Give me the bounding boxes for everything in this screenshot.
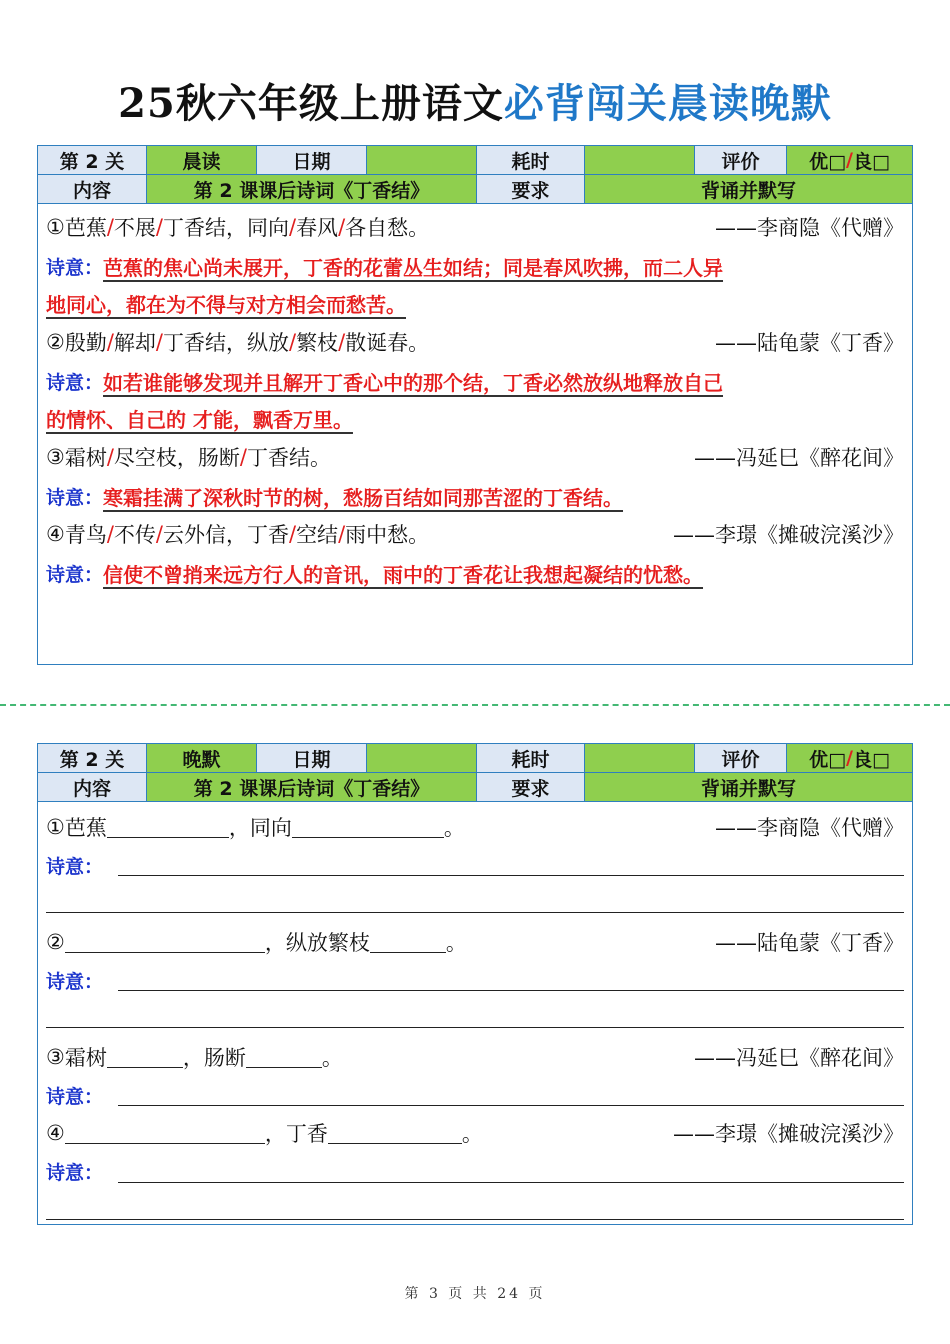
- page-title: [0, 72, 950, 129]
- content-value: 第 2 课课后诗词《丁香结》: [146, 174, 477, 204]
- meaning-text: 信使不曾捎来远方行人的音讯，雨中的丁香花让我想起凝结的忧愁。: [103, 562, 704, 587]
- meaning-line-1b: [46, 286, 904, 320]
- time-label: 耗时: [476, 145, 585, 175]
- slash: /: [338, 522, 346, 546]
- poem-author: ——李璟《摊破浣溪沙》: [673, 1122, 904, 1146]
- answer-line[interactable]: [118, 990, 904, 991]
- meaning-label: 诗意：: [46, 256, 104, 279]
- content-value: 第 2 课课后诗词《丁香结》: [146, 772, 477, 802]
- item-number: ③: [46, 1045, 65, 1069]
- answer-line[interactable]: [118, 875, 904, 876]
- content-label: 内容: [37, 772, 147, 802]
- slash: /: [338, 215, 346, 239]
- slash: /: [155, 522, 163, 546]
- phrase: 尽空枝，肠断: [113, 446, 240, 470]
- evening-dictation-card: [37, 743, 913, 1184]
- phrase: 霜树: [64, 446, 107, 470]
- dictation-line-1: [46, 810, 904, 844]
- poem-author: ——李商隐《代赠》: [715, 816, 904, 840]
- requirement-label: 要求: [476, 174, 585, 204]
- phrase: 繁枝: [296, 331, 339, 355]
- poem-line-3: [46, 440, 904, 474]
- poem-author: ——冯延巳《醉花间》: [694, 446, 904, 470]
- meaning-prompt-1: [46, 848, 904, 882]
- answer-line[interactable]: [46, 1027, 904, 1028]
- blank-field[interactable]: [292, 816, 444, 838]
- meaning-prompt-3: [46, 1078, 904, 1112]
- phrase: 丁香结，纵放: [162, 331, 289, 355]
- page-footer: 第 3 页 共 24 页: [404, 1286, 546, 1302]
- given-text: ，纵放繁枝: [264, 931, 370, 955]
- blank-field[interactable]: [107, 816, 229, 838]
- slash: /: [288, 330, 297, 354]
- poem-author: ——陆龟蒙《丁香》: [715, 331, 904, 355]
- dictation-line-2: [46, 925, 904, 959]
- eval-excellent-checkbox[interactable]: 优□: [809, 150, 847, 173]
- phrase: 雨中愁。: [345, 523, 430, 547]
- meaning-label: 诗意：: [46, 563, 104, 586]
- meaning-label: 诗意：: [46, 1085, 104, 1108]
- phrase: 芭蕉: [64, 216, 107, 240]
- eval-separator: /: [846, 747, 853, 769]
- phrase: 不传: [113, 523, 156, 547]
- date-field[interactable]: [366, 145, 477, 175]
- meaning-line-2a: [46, 364, 904, 398]
- level-cell: 第 2 关: [37, 145, 147, 175]
- time-field[interactable]: [584, 743, 695, 773]
- level-cell: 第 2 关: [37, 743, 147, 773]
- item-number: ④: [46, 1121, 65, 1145]
- poem-line-4: [46, 517, 904, 551]
- slash: /: [288, 215, 297, 239]
- content-label: 内容: [37, 174, 147, 204]
- given-text: 。: [445, 931, 467, 955]
- meaning-text: 的情怀、自己的 才能，飘香万里。: [46, 407, 353, 432]
- phrase: 丁香结。: [246, 446, 331, 470]
- slash: /: [106, 445, 114, 469]
- mode-cell: 晚默: [146, 743, 257, 773]
- meaning-line-2b: [46, 401, 904, 435]
- slash: /: [106, 522, 114, 546]
- phrase: 各自愁。: [345, 216, 430, 240]
- given-text: ，丁香: [264, 1122, 328, 1146]
- slash: /: [288, 522, 297, 546]
- given-text: ，肠断: [182, 1046, 246, 1070]
- time-field[interactable]: [584, 145, 695, 175]
- meaning-text: 芭蕉的焦心尚未展开，丁香的花蕾丛生如结；同是春风吹拂，而二人异: [103, 255, 724, 280]
- item-number: ②: [46, 930, 65, 954]
- phrase: 殷勤: [64, 331, 107, 355]
- meaning-text: 如若谁能够发现并且解开丁香心中的那个结，丁香必然放纵地释放自己: [103, 370, 724, 395]
- time-label: 耗时: [476, 743, 585, 773]
- answer-line[interactable]: [46, 1219, 904, 1220]
- dictation-line-4: [46, 1116, 904, 1150]
- eval-label: 评价: [694, 743, 787, 773]
- item-number: ②: [46, 330, 65, 354]
- slash: /: [155, 215, 163, 239]
- blank-field[interactable]: [107, 1046, 183, 1068]
- cut-line-divider: [0, 704, 950, 706]
- answer-line[interactable]: [118, 1182, 904, 1183]
- phrase: 春风: [296, 216, 339, 240]
- phrase: 云外信，丁香: [162, 523, 289, 547]
- meaning-label: 诗意：: [46, 1161, 104, 1184]
- eval-label: 评价: [694, 145, 787, 175]
- poem-author: ——冯延巳《醉花间》: [694, 1046, 904, 1070]
- title-blue: 必背闯关晨读晚默: [503, 80, 832, 127]
- slash: /: [155, 330, 163, 354]
- poem-author: ——李璟《摊破浣溪沙》: [673, 523, 904, 547]
- meaning-line-1a: [46, 249, 904, 283]
- header-grid: [37, 743, 913, 802]
- morning-reading-card: [37, 145, 913, 587]
- item-number: ①: [46, 815, 65, 839]
- given-text: 。: [461, 1122, 483, 1146]
- blank-field[interactable]: [370, 931, 446, 953]
- eval-excellent-checkbox[interactable]: 优□: [809, 748, 847, 771]
- eval-options[interactable]: [786, 743, 913, 773]
- dictation-line-3: [46, 1040, 904, 1074]
- meaning-label: 诗意：: [46, 371, 104, 394]
- meaning-label: 诗意：: [46, 970, 104, 993]
- given-text: 。: [443, 816, 465, 840]
- answer-line[interactable]: [46, 912, 904, 913]
- poem-author: ——陆龟蒙《丁香》: [715, 931, 904, 955]
- meaning-label: 诗意：: [46, 486, 104, 509]
- phrase: 空结: [296, 523, 339, 547]
- item-number: ④: [46, 522, 65, 546]
- phrase: 散诞春。: [345, 331, 430, 355]
- blank-field[interactable]: [65, 931, 265, 953]
- item-number: ③: [46, 445, 65, 469]
- meaning-line-4: [46, 556, 904, 590]
- date-field[interactable]: [366, 743, 477, 773]
- poem-line-2: [46, 325, 904, 359]
- meaning-prompt-2: [46, 963, 904, 997]
- date-label: 日期: [256, 743, 367, 773]
- slash: /: [106, 215, 114, 239]
- blank-field[interactable]: [328, 1122, 462, 1144]
- eval-good-checkbox[interactable]: 良□: [852, 748, 890, 771]
- eval-separator: /: [846, 149, 853, 171]
- given-text: 霜树: [64, 1046, 107, 1070]
- answer-line[interactable]: [118, 1105, 904, 1106]
- item-number: ①: [46, 215, 65, 239]
- slash: /: [338, 330, 346, 354]
- blank-field[interactable]: [65, 1122, 265, 1144]
- blank-field[interactable]: [246, 1046, 322, 1068]
- poem-author: ——李商隐《代赠》: [715, 216, 904, 240]
- content-box: [37, 802, 913, 1225]
- meaning-text: 地同心，都在为不得与对方相会而愁苦。: [46, 292, 406, 317]
- given-text: 芭蕉: [64, 816, 107, 840]
- requirement-label: 要求: [476, 772, 585, 802]
- eval-good-checkbox[interactable]: 良□: [852, 150, 890, 173]
- slash: /: [239, 445, 247, 469]
- header-grid: [37, 145, 913, 204]
- eval-options[interactable]: [786, 145, 913, 175]
- requirement-value: 背诵并默写: [584, 772, 913, 802]
- phrase: 解却: [113, 331, 156, 355]
- given-text: ，同向: [228, 816, 292, 840]
- content-box: [37, 204, 913, 665]
- poem-line-1: [46, 210, 904, 244]
- meaning-text: 寒霜挂满了深秋时节的树，愁肠百结如同那苦涩的丁香结。: [103, 485, 624, 510]
- phrase: 青鸟: [64, 523, 107, 547]
- slash: /: [106, 330, 114, 354]
- phrase: 不展: [113, 216, 156, 240]
- meaning-label: 诗意：: [46, 855, 104, 878]
- mode-cell: 晨读: [146, 145, 257, 175]
- given-text: 。: [321, 1046, 343, 1070]
- date-label: 日期: [256, 145, 367, 175]
- requirement-value: 背诵并默写: [584, 174, 913, 204]
- meaning-line-3: [46, 479, 904, 513]
- title-black: 25秋六年级上册语文: [118, 80, 504, 127]
- phrase: 丁香结，同向: [162, 216, 289, 240]
